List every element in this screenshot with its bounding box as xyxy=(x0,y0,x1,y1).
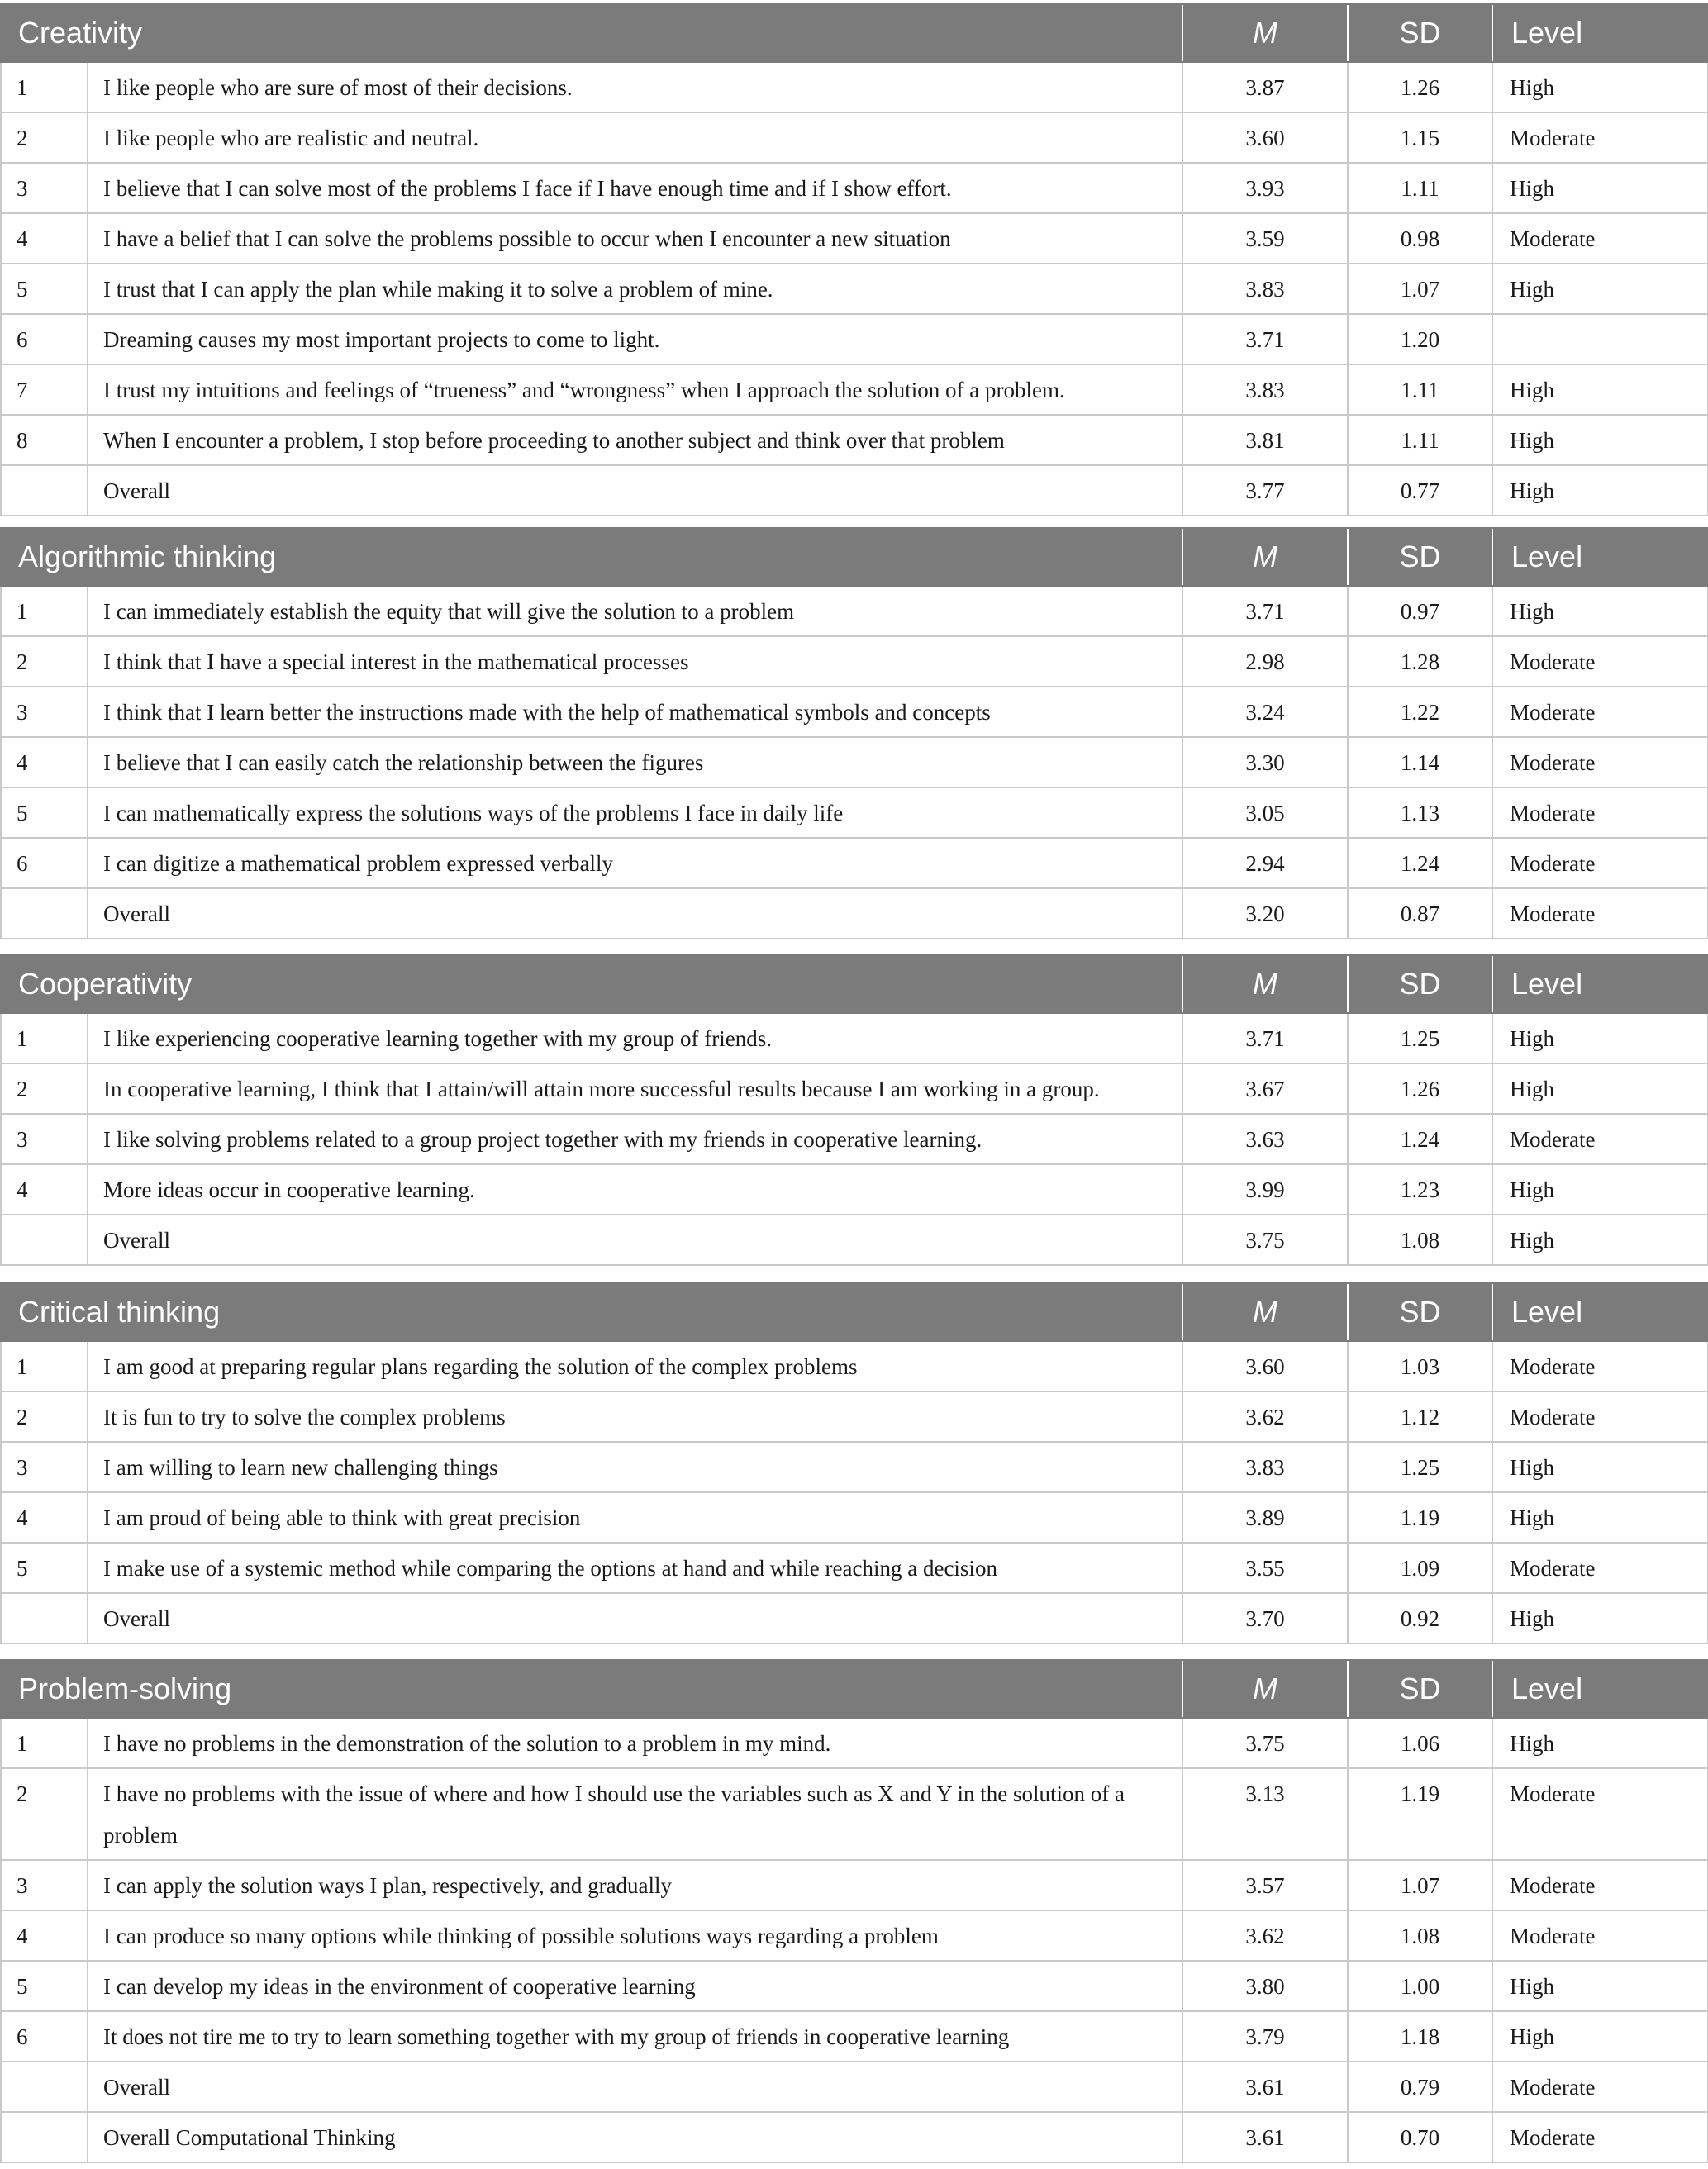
level-value: Moderate xyxy=(1492,888,1708,939)
item-statement: I trust my intuitions and feelings of “trueness” and “wrongness” when I approach the solution of a problem. xyxy=(88,364,1182,415)
table-row xyxy=(1,1718,1708,1768)
sd-value: 1.07 xyxy=(1348,1860,1492,1910)
level-value xyxy=(1492,314,1708,364)
level-value: Moderate xyxy=(1492,2112,1708,2162)
mean-value: 3.81 xyxy=(1182,415,1348,465)
mean-value: 3.62 xyxy=(1182,1910,1348,1961)
sd-value: 1.15 xyxy=(1348,112,1492,163)
mean-value: 3.77 xyxy=(1182,465,1348,516)
mean-column-header: M xyxy=(1182,1660,1348,1718)
table-row xyxy=(1,1164,1708,1215)
item-number xyxy=(1,888,88,939)
section-header-row xyxy=(1,955,1708,1013)
item-number: 5 xyxy=(1,264,88,314)
item-statement: I make use of a systemic method while comparing the options at hand and while reaching a decision xyxy=(88,1543,1182,1593)
item-statement: I trust that I can apply the plan while making it to solve a problem of mine. xyxy=(88,264,1182,314)
level-value: Moderate xyxy=(1492,1768,1708,1860)
item-statement: I think that I learn better the instructions made with the help of mathematical symbols and concepts xyxy=(88,687,1182,737)
item-number: 1 xyxy=(1,62,88,112)
section-header-row xyxy=(1,528,1708,586)
item-number: 4 xyxy=(1,1164,88,1215)
item-statement: I am good at preparing regular plans regarding the solution of the complex problems xyxy=(88,1341,1182,1391)
table-row xyxy=(1,264,1708,314)
item-statement: I have no problems in the demonstration of the solution to a problem in my mind. xyxy=(88,1718,1182,1768)
mean-column-header: M xyxy=(1182,528,1348,586)
sd-column-header: SD xyxy=(1348,4,1492,62)
table-row xyxy=(1,1910,1708,1961)
sd-value: 1.03 xyxy=(1348,1341,1492,1391)
level-value: Moderate xyxy=(1492,1391,1708,1442)
level-value: High xyxy=(1492,415,1708,465)
item-number: 6 xyxy=(1,2011,88,2062)
section-title: Algorithmic thinking xyxy=(1,528,1182,586)
sd-value: 1.26 xyxy=(1348,1063,1492,1114)
section-title: Problem-solving xyxy=(1,1660,1182,1718)
sd-value: 1.24 xyxy=(1348,1114,1492,1164)
item-statement: It is fun to try to solve the complex problems xyxy=(88,1391,1182,1442)
item-number: 3 xyxy=(1,1860,88,1910)
item-number: 6 xyxy=(1,838,88,888)
level-value: Moderate xyxy=(1492,213,1708,264)
section-table-problem-solving xyxy=(0,1659,1708,2163)
item-statement: Overall xyxy=(88,1593,1182,1643)
sd-value: 0.92 xyxy=(1348,1593,1492,1643)
table-row xyxy=(1,1013,1708,1063)
item-statement: I believe that I can solve most of the problems I face if I have enough time and if I show effort. xyxy=(88,163,1182,213)
item-number: 3 xyxy=(1,1114,88,1164)
sd-value: 1.18 xyxy=(1348,2011,1492,2062)
item-statement: I like people who are sure of most of their decisions. xyxy=(88,62,1182,112)
sd-value: 1.25 xyxy=(1348,1442,1492,1492)
level-value: High xyxy=(1492,1063,1708,1114)
table-row xyxy=(1,838,1708,888)
sd-value: 1.11 xyxy=(1348,364,1492,415)
mean-value: 3.83 xyxy=(1182,264,1348,314)
sd-value: 0.77 xyxy=(1348,465,1492,516)
mean-value: 3.57 xyxy=(1182,1860,1348,1910)
item-statement: I can mathematically express the solutions ways of the problems I face in daily life xyxy=(88,787,1182,838)
sd-value: 1.08 xyxy=(1348,1910,1492,1961)
level-value: Moderate xyxy=(1492,1910,1708,1961)
table-row xyxy=(1,2011,1708,2062)
sd-column-header: SD xyxy=(1348,528,1492,586)
table-row xyxy=(1,1391,1708,1442)
item-number: 8 xyxy=(1,415,88,465)
item-statement: I think that I have a special interest in the mathematical processes xyxy=(88,636,1182,687)
mean-value: 3.71 xyxy=(1182,586,1348,636)
item-statement: I like experiencing cooperative learning together with my group of friends. xyxy=(88,1013,1182,1063)
sd-value: 1.13 xyxy=(1348,787,1492,838)
item-number: 6 xyxy=(1,314,88,364)
item-number: 3 xyxy=(1,163,88,213)
section-header-row xyxy=(1,4,1708,62)
table-row xyxy=(1,1341,1708,1391)
table-row xyxy=(1,213,1708,264)
table-row xyxy=(1,112,1708,163)
sd-column-header: SD xyxy=(1348,1283,1492,1341)
level-value: Moderate xyxy=(1492,737,1708,787)
item-statement: Overall xyxy=(88,1215,1182,1265)
mean-value: 3.60 xyxy=(1182,1341,1348,1391)
section-header-row xyxy=(1,1283,1708,1341)
item-statement: I like solving problems related to a group project together with my friends in cooperative learning. xyxy=(88,1114,1182,1164)
item-number: 2 xyxy=(1,1063,88,1114)
mean-value: 3.62 xyxy=(1182,1391,1348,1442)
sd-value: 1.12 xyxy=(1348,1391,1492,1442)
mean-value: 3.13 xyxy=(1182,1768,1348,1860)
item-number: 1 xyxy=(1,1718,88,1768)
table-row xyxy=(1,1543,1708,1593)
item-number: 5 xyxy=(1,1961,88,2011)
overall-row xyxy=(1,1215,1708,1265)
mean-column-header: M xyxy=(1182,4,1348,62)
sd-value: 1.25 xyxy=(1348,1013,1492,1063)
mean-value: 3.24 xyxy=(1182,687,1348,737)
mean-value: 3.71 xyxy=(1182,1013,1348,1063)
item-number xyxy=(1,1215,88,1265)
level-value: Moderate xyxy=(1492,1543,1708,1593)
mean-value: 3.05 xyxy=(1182,787,1348,838)
overall-row xyxy=(1,888,1708,939)
section-table-algorithmic-thinking xyxy=(0,527,1708,939)
mean-value: 3.63 xyxy=(1182,1114,1348,1164)
sd-value: 1.06 xyxy=(1348,1718,1492,1768)
table-row xyxy=(1,1768,1708,1860)
mean-value: 3.55 xyxy=(1182,1543,1348,1593)
sd-value: 0.79 xyxy=(1348,2062,1492,2112)
item-statement: Overall xyxy=(88,2062,1182,2112)
sd-value: 0.70 xyxy=(1348,2112,1492,2162)
item-statement: Dreaming causes my most important projects to come to light. xyxy=(88,314,1182,364)
sd-value: 1.24 xyxy=(1348,838,1492,888)
table-row xyxy=(1,1114,1708,1164)
mean-value: 3.30 xyxy=(1182,737,1348,787)
item-statement: I have a belief that I can solve the problems possible to occur when I encounter a new situation xyxy=(88,213,1182,264)
item-number: 2 xyxy=(1,636,88,687)
mean-value: 3.80 xyxy=(1182,1961,1348,2011)
sd-value: 1.20 xyxy=(1348,314,1492,364)
section-table-creativity xyxy=(0,3,1708,516)
level-value: Moderate xyxy=(1492,112,1708,163)
item-number: 3 xyxy=(1,1442,88,1492)
level-value: Moderate xyxy=(1492,2062,1708,2112)
sd-value: 1.11 xyxy=(1348,415,1492,465)
table-row xyxy=(1,163,1708,213)
table-row xyxy=(1,1442,1708,1492)
table-row xyxy=(1,586,1708,636)
item-number: 4 xyxy=(1,213,88,264)
level-value: Moderate xyxy=(1492,787,1708,838)
item-statement: Overall Computational Thinking xyxy=(88,2112,1182,2162)
item-number: 5 xyxy=(1,787,88,838)
item-statement: I have no problems with the issue of where and how I should use the variables such as X and Y in the solution of a problem xyxy=(88,1768,1182,1860)
table-row xyxy=(1,737,1708,787)
section-title: Critical thinking xyxy=(1,1283,1182,1341)
item-statement: I can produce so many options while thinking of possible solutions ways regarding a problem xyxy=(88,1910,1182,1961)
level-value: High xyxy=(1492,1593,1708,1643)
level-value: Moderate xyxy=(1492,1860,1708,1910)
item-statement: In cooperative learning, I think that I attain/will attain more successful results because I am working in a group. xyxy=(88,1063,1182,1114)
item-statement: I can apply the solution ways I plan, respectively, and gradually xyxy=(88,1860,1182,1910)
level-value: High xyxy=(1492,1164,1708,1215)
item-statement: I am willing to learn new challenging things xyxy=(88,1442,1182,1492)
item-statement: Overall xyxy=(88,465,1182,516)
item-statement: Overall xyxy=(88,888,1182,939)
sd-value: 1.00 xyxy=(1348,1961,1492,2011)
level-value: High xyxy=(1492,1442,1708,1492)
level-value: Moderate xyxy=(1492,687,1708,737)
sd-value: 1.09 xyxy=(1348,1543,1492,1593)
section-table-critical-thinking xyxy=(0,1282,1708,1644)
mean-value: 2.94 xyxy=(1182,838,1348,888)
item-number: 5 xyxy=(1,1543,88,1593)
sd-value: 1.28 xyxy=(1348,636,1492,687)
level-value: Moderate xyxy=(1492,838,1708,888)
table-row xyxy=(1,1492,1708,1543)
level-value: High xyxy=(1492,62,1708,112)
sd-value: 1.19 xyxy=(1348,1492,1492,1543)
mean-column-header: M xyxy=(1182,1283,1348,1341)
item-number: 7 xyxy=(1,364,88,415)
mean-value: 3.71 xyxy=(1182,314,1348,364)
item-number: 1 xyxy=(1,1341,88,1391)
table-row xyxy=(1,364,1708,415)
sd-value: 1.14 xyxy=(1348,737,1492,787)
table-row xyxy=(1,787,1708,838)
sd-value: 1.11 xyxy=(1348,163,1492,213)
sd-value: 1.23 xyxy=(1348,1164,1492,1215)
item-statement: I am proud of being able to think with great precision xyxy=(88,1492,1182,1543)
level-value: High xyxy=(1492,586,1708,636)
section-header-row xyxy=(1,1660,1708,1718)
item-number: 1 xyxy=(1,586,88,636)
level-column-header: Level xyxy=(1492,1283,1708,1341)
item-number xyxy=(1,2062,88,2112)
section-table-cooperativity xyxy=(0,954,1708,1266)
sd-value: 0.98 xyxy=(1348,213,1492,264)
item-statement: It does not tire me to try to learn something together with my group of friends in cooperative learning xyxy=(88,2011,1182,2062)
sd-column-header: SD xyxy=(1348,1660,1492,1718)
overall-row xyxy=(1,2112,1708,2162)
item-number: 4 xyxy=(1,1910,88,1961)
level-value: High xyxy=(1492,1492,1708,1543)
mean-value: 3.60 xyxy=(1182,112,1348,163)
mean-column-header: M xyxy=(1182,955,1348,1013)
level-column-header: Level xyxy=(1492,1660,1708,1718)
level-column-header: Level xyxy=(1492,955,1708,1013)
level-value: High xyxy=(1492,364,1708,415)
mean-value: 3.61 xyxy=(1182,2062,1348,2112)
mean-value: 3.89 xyxy=(1182,1492,1348,1543)
table-row xyxy=(1,687,1708,737)
table-row xyxy=(1,415,1708,465)
level-value: High xyxy=(1492,1215,1708,1265)
table-row xyxy=(1,1961,1708,2011)
mean-value: 3.99 xyxy=(1182,1164,1348,1215)
level-value: High xyxy=(1492,163,1708,213)
table-row xyxy=(1,62,1708,112)
mean-value: 3.87 xyxy=(1182,62,1348,112)
level-value: Moderate xyxy=(1492,1341,1708,1391)
level-column-header: Level xyxy=(1492,528,1708,586)
sd-value: 1.08 xyxy=(1348,1215,1492,1265)
item-number xyxy=(1,465,88,516)
mean-value: 3.93 xyxy=(1182,163,1348,213)
item-statement: I can develop my ideas in the environment of cooperative learning xyxy=(88,1961,1182,2011)
item-number: 2 xyxy=(1,112,88,163)
overall-row xyxy=(1,2062,1708,2112)
table-row xyxy=(1,1860,1708,1910)
mean-value: 3.70 xyxy=(1182,1593,1348,1643)
mean-value: 3.59 xyxy=(1182,213,1348,264)
level-value: High xyxy=(1492,2011,1708,2062)
sd-value: 1.07 xyxy=(1348,264,1492,314)
sd-column-header: SD xyxy=(1348,955,1492,1013)
sd-value: 0.87 xyxy=(1348,888,1492,939)
sd-value: 1.26 xyxy=(1348,62,1492,112)
item-statement: When I encounter a problem, I stop before proceeding to another subject and think over that problem xyxy=(88,415,1182,465)
table-row xyxy=(1,314,1708,364)
mean-value: 3.75 xyxy=(1182,1718,1348,1768)
mean-value: 3.61 xyxy=(1182,2112,1348,2162)
mean-value: 3.83 xyxy=(1182,1442,1348,1492)
table-row xyxy=(1,636,1708,687)
mean-value: 3.79 xyxy=(1182,2011,1348,2062)
item-statement: I can digitize a mathematical problem expressed verbally xyxy=(88,838,1182,888)
item-statement: I can immediately establish the equity that will give the solution to a problem xyxy=(88,586,1182,636)
level-value: High xyxy=(1492,264,1708,314)
item-number: 4 xyxy=(1,737,88,787)
mean-value: 3.20 xyxy=(1182,888,1348,939)
item-statement: I like people who are realistic and neutral. xyxy=(88,112,1182,163)
level-column-header: Level xyxy=(1492,4,1708,62)
sd-value: 0.97 xyxy=(1348,586,1492,636)
item-number: 1 xyxy=(1,1013,88,1063)
section-title: Cooperativity xyxy=(1,955,1182,1013)
level-value: High xyxy=(1492,1013,1708,1063)
item-statement: I believe that I can easily catch the relationship between the figures xyxy=(88,737,1182,787)
mean-value: 3.75 xyxy=(1182,1215,1348,1265)
item-number xyxy=(1,1593,88,1643)
table-row xyxy=(1,1063,1708,1114)
level-value: High xyxy=(1492,1718,1708,1768)
level-value: High xyxy=(1492,465,1708,516)
sd-value: 1.22 xyxy=(1348,687,1492,737)
item-number xyxy=(1,2112,88,2162)
overall-row xyxy=(1,465,1708,516)
sd-value: 1.19 xyxy=(1348,1768,1492,1860)
mean-value: 2.98 xyxy=(1182,636,1348,687)
item-number: 2 xyxy=(1,1768,88,1860)
item-number: 3 xyxy=(1,687,88,737)
item-number: 4 xyxy=(1,1492,88,1543)
overall-row xyxy=(1,1593,1708,1643)
level-value: High xyxy=(1492,1961,1708,2011)
mean-value: 3.67 xyxy=(1182,1063,1348,1114)
level-value: Moderate xyxy=(1492,1114,1708,1164)
section-title: Creativity xyxy=(1,4,1182,62)
level-value: Moderate xyxy=(1492,636,1708,687)
mean-value: 3.83 xyxy=(1182,364,1348,415)
item-number: 2 xyxy=(1,1391,88,1442)
item-statement: More ideas occur in cooperative learning. xyxy=(88,1164,1182,1215)
